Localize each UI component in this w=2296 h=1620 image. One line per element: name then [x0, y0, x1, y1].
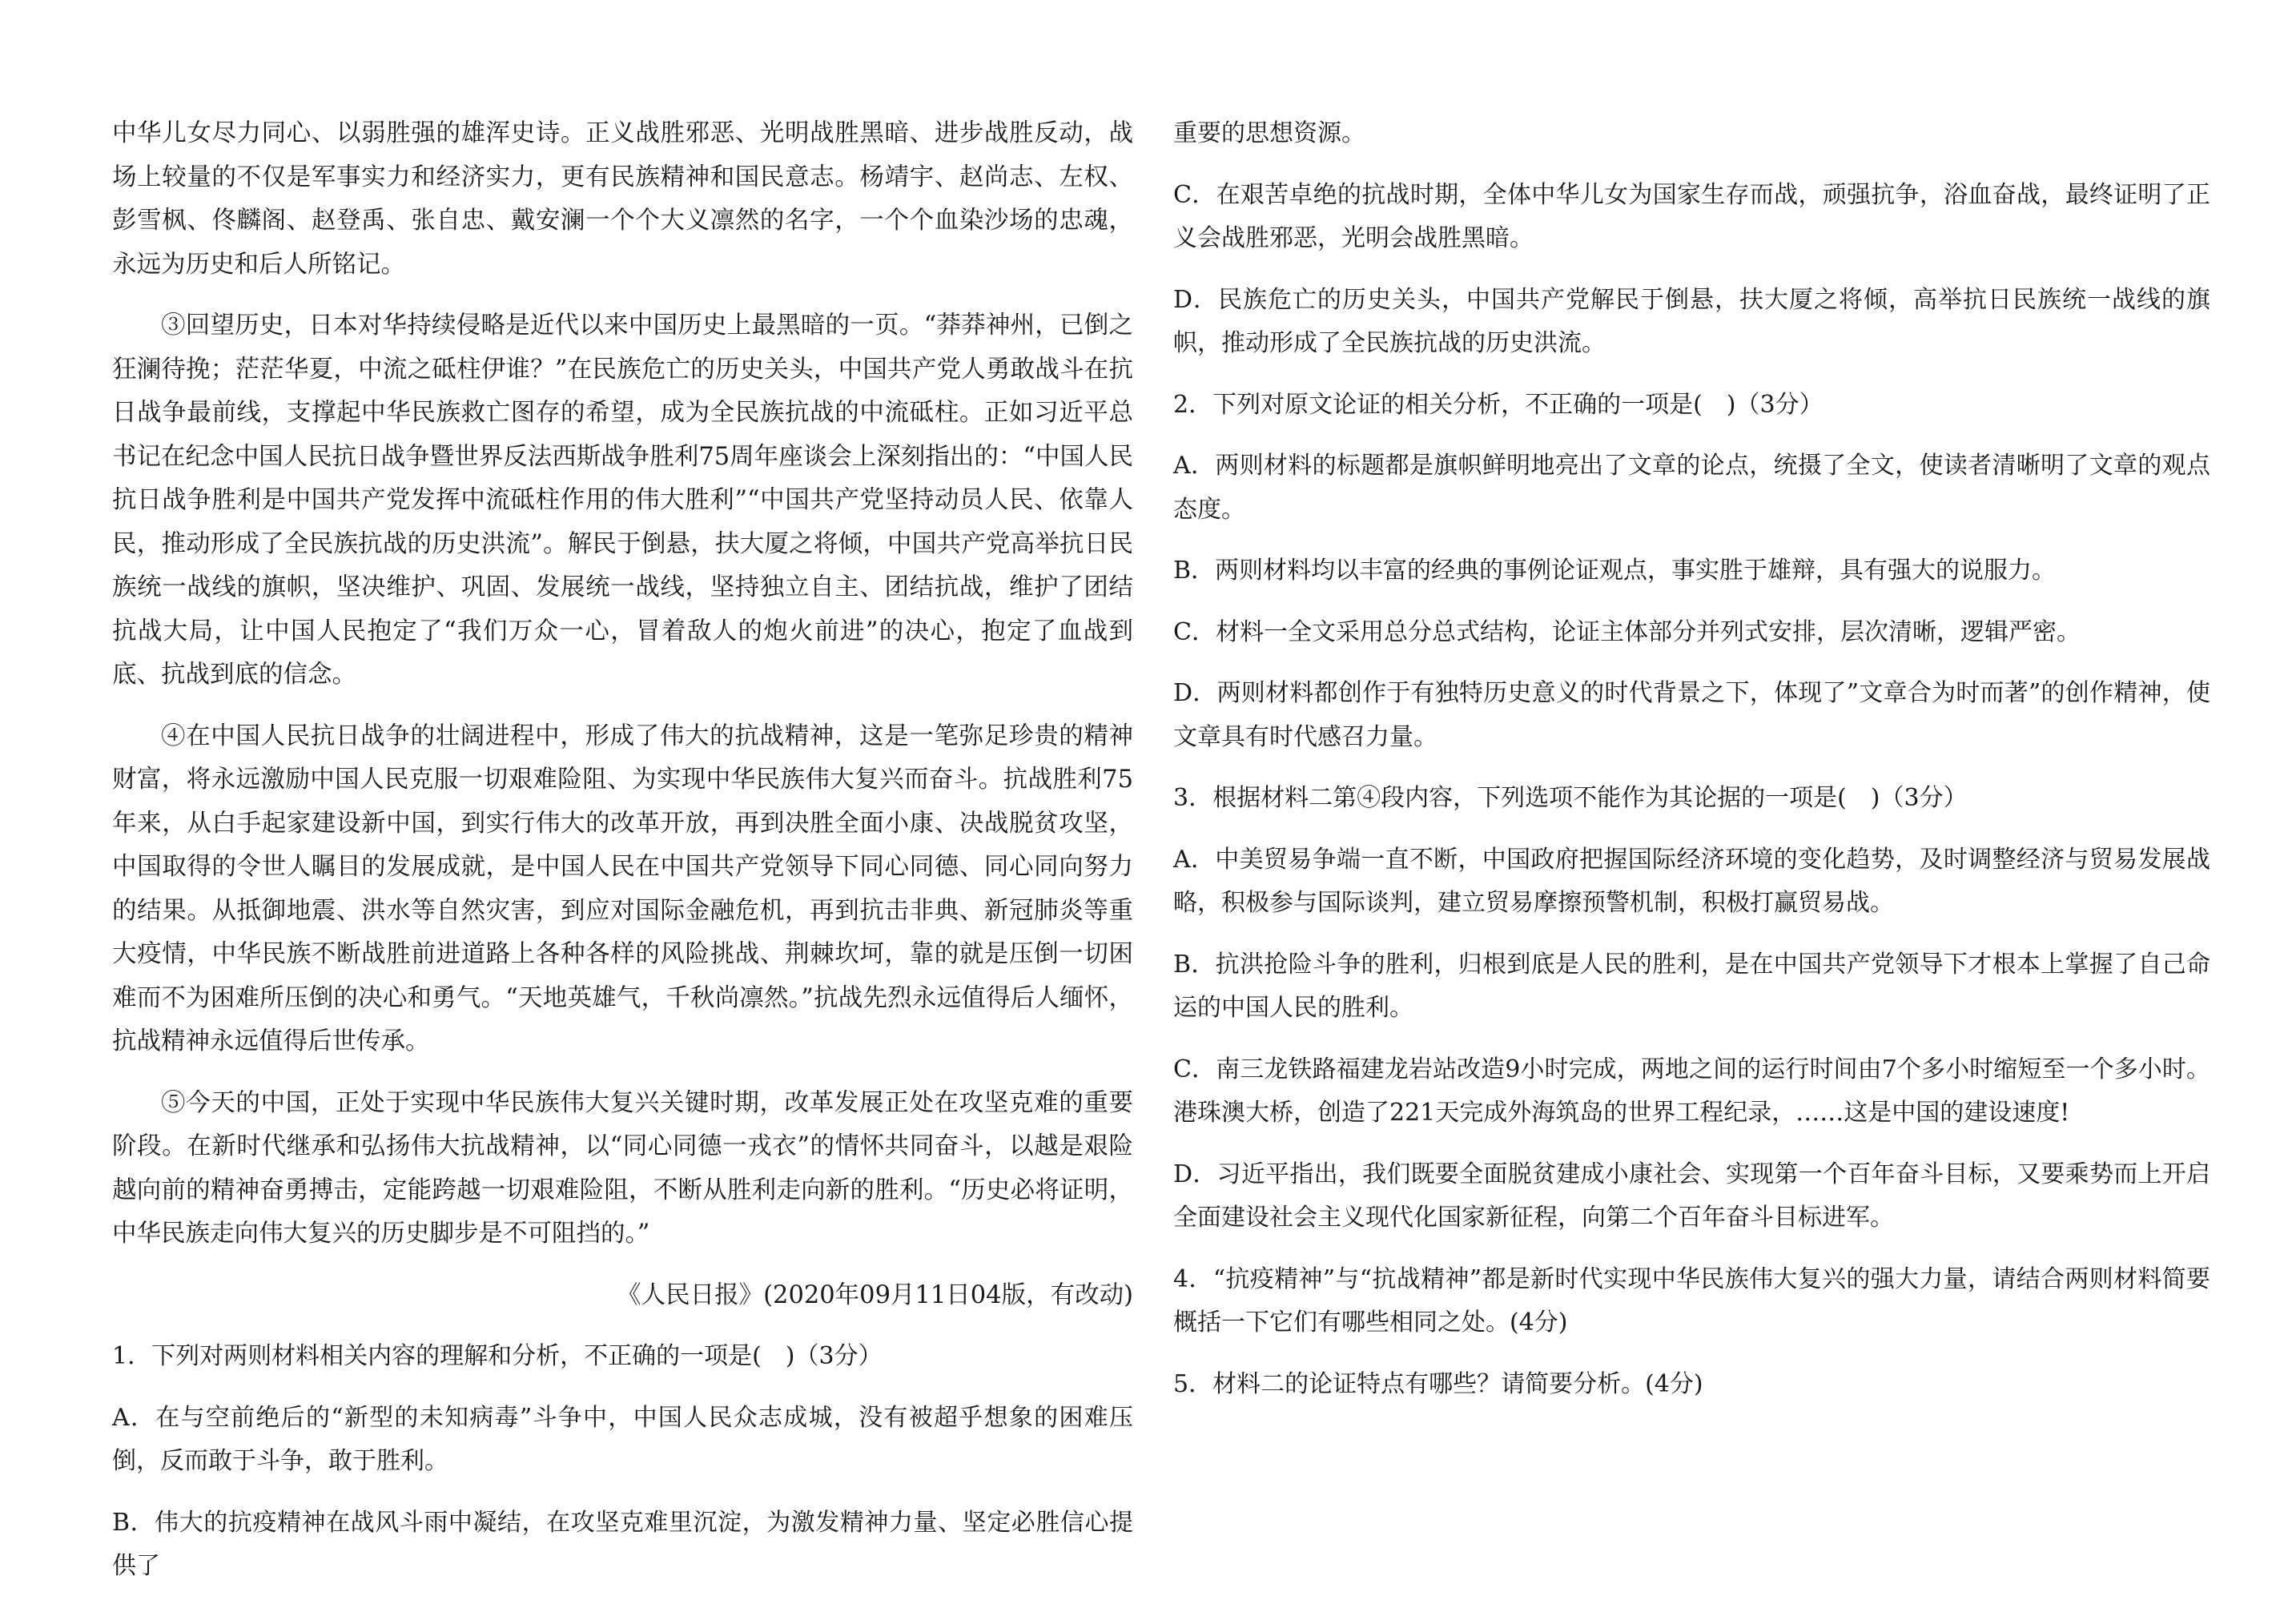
- question-1-option-b: B．伟大的抗疫精神在战风斗雨中凝结，在攻坚克难里沉淀，为激发精神力量、坚定必胜信心提供了: [112, 1508, 1133, 1580]
- paragraph-continued: 中华儿女尽力同心、以弱胜强的雄浑史诗。正义战胜邪恶、光明战胜黑暗、进步战胜反动，战场上较量的不仅是军事实力和经济实力，更有民族精神和国民意志。杨靖宇、赵尚志、左权、彭雪枫、佟麟阁、赵登禹、张自忠、戴安澜一个个大义凛然的名字，一个个血染沙场的忠魂，永远为历史和后人所铭记。: [112, 119, 1133, 279]
- paragraph-3: ③回望历史，日本对华持续侵略是近代以来中国历史上最黑暗的一页。“莽莽神州，已倒之狂澜待挽；茫茫华夏，中流之砥柱伊谁？”在民族危亡的历史关头，中国共产党人勇敢战斗在抗日战争最前线，支撑起中华民族救亡图存的希望，成为全民族抗战的中流砥柱。正如习近平总书记在纪念中国人民抗日战争暨世界反法西斯战争胜利75周年座谈会上深刻指出的：“中国人民抗日战争胜利是中国共产党发挥中流砥柱作用的伟大胜利”“中国共产党坚持动员人民、依靠人民，推动形成了全民族抗战的历史洪流”。解民于倒悬，扶大厦之将倾，中国共产党高举抗日民族统一战线的旗帜，坚决维护、巩固、发展统一战线，坚持独立自主、团结抗战，维护了团结抗战大局，让中国人民抱定了“我们万众一心，冒着敌人的炮火前进”的决心，抱定了血战到底、抗战到底的信念。: [112, 312, 1133, 689]
- paragraph-5: ⑤今天的中国，正处于实现中华民族伟大复兴关键时期，改革发展正处在攻坚克难的重要阶段。在新时代继承和弘扬伟大抗战精神，以“同心同德一戎衣”的情怀共同奋斗，以越是艰险越向前的精神奋勇搏击，定能跨越一切艰难险阻，不断从胜利走向新的胜利。“历史必将证明，中华民族走向伟大复兴的历史脚步是不可阻挡的。”: [112, 1088, 1133, 1248]
- paragraph-4: ④在中国人民抗日战争的壮阔进程中，形成了伟大的抗战精神，这是一笔弥足珍贵的精神财富，将永远激励中国人民克服一切艰难险阻、为实现中华民族伟大复兴而奋斗。抗战胜利75年来，从白手起家建设新中国，到实行伟大的改革开放，再到决胜全面小康、决战脱贫攻坚，中国取得的令世人瞩目的发展成就，是中国人民在中国共产党领导下同心同德、同心同向努力的结果。从抵御地震、洪水等自然灾害，到应对国际金融危机，再到抗击非典、新冠肺炎等重大疫情，中华民族不断战胜前进道路上各种各样的风险挑战、荆棘坎坷，靠的就是压倒一切困难而不为困难所压倒的决心和勇气。“天地英雄气，千秋尚凛然。”抗战先烈永远值得后人缅怀，抗战精神永远值得后世传承。: [112, 722, 1133, 1055]
- question-2: 2．下列对原文论证的相关分析，不正确的一项是( )（3分）: [1173, 390, 1824, 419]
- question-1-option-b-continued: 重要的思想资源。: [1173, 119, 1365, 147]
- source-citation: 《人民日报》(2020年09月11日04版，有改动): [617, 1280, 1133, 1309]
- question-5: 5．材料二的论证特点有哪些？请简要分析。(4分): [1173, 1369, 1703, 1398]
- question-2-option-b: B．两则材料均以丰富的经典的事例论证观点，事实胜于雄辩，具有强大的说服力。: [1173, 557, 2057, 585]
- question-3-option-d: D．习近平指出，我们既要全面脱贫建成小康社会、实现第一个百年奋斗目标，又要乘势而上开启全面建设社会主义现代化国家新征程，向第二个百年奋斗目标进军。: [1173, 1160, 2210, 1232]
- question-4: 4．“抗疫精神”与“抗战精神”都是新时代实现中华民族伟大复兴的强大力量，请结合两则材料简要概括一下它们有哪些相同之处。(4分): [1173, 1264, 2210, 1337]
- question-2-option-a: A．两则材料的标题都是旗帜鲜明地亮出了文章的论点，统摄了全文，使读者清晰明了文章的观点态度。: [1173, 452, 2210, 524]
- question-3-option-a: A．中美贸易争端一直不断，中国政府把握国际经济环境的变化趋势，及时调整经济与贸易发展战略，积极参与国际谈判，建立贸易摩擦预警机制，积极打赢贸易战。: [1173, 845, 2210, 917]
- question-2-option-d: D．两则材料都创作于有独特历史意义的时代背景之下，体现了”文章合为时而著”的创作精神，使文章具有时代感召力量。: [1173, 679, 2210, 751]
- question-1-option-c: C．在艰苦卓绝的抗战时期，全体中华儿女为国家生存而战，顽强抗争，浴血奋战，最终证明了正义会战胜邪恶，光明会战胜黑暗。: [1173, 180, 2210, 252]
- question-3-option-c: C．南三龙铁路福建龙岩站改造9小时完成，两地之间的运行时间由7个多小时缩短至一个多小时。港珠澳大桥，创造了221天完成外海筑岛的世界工程纪录，……这是中国的建设速度!: [1173, 1055, 2210, 1127]
- right-column: [1173, 112, 2210, 1406]
- question-1: 1．下列对两则材料相关内容的理解和分析，不正确的一项是( )（3分）: [112, 1342, 883, 1370]
- question-3: 3．根据材料二第④段内容，下列选项不能作为其论据的一项是( )（3分）: [1173, 784, 1968, 812]
- question-1-option-a: A．在与空前绝后的“新型的未知病毒”斗争中，中国人民众志成城，没有被超乎想象的困难压倒，反而敢于斗争，敢于胜利。: [112, 1403, 1133, 1475]
- left-column: [112, 112, 1133, 1589]
- question-1-option-d: D．民族危亡的历史关头，中国共产党解民于倒悬，扶大厦之将倾，高举抗日民族统一战线的旗帜，推动形成了全民族抗战的历史洪流。: [1173, 285, 2210, 357]
- question-2-option-c: C．材料一全文采用总分总式结构，论证主体部分并列式安排，层次清晰，逻辑严密。: [1173, 617, 2081, 646]
- question-3-option-b: B．抗洪抢险斗争的胜利，归根到底是人民的胜利，是在中国共产党领导下才根本上掌握了自己命运的中国人民的胜利。: [1173, 950, 2210, 1022]
